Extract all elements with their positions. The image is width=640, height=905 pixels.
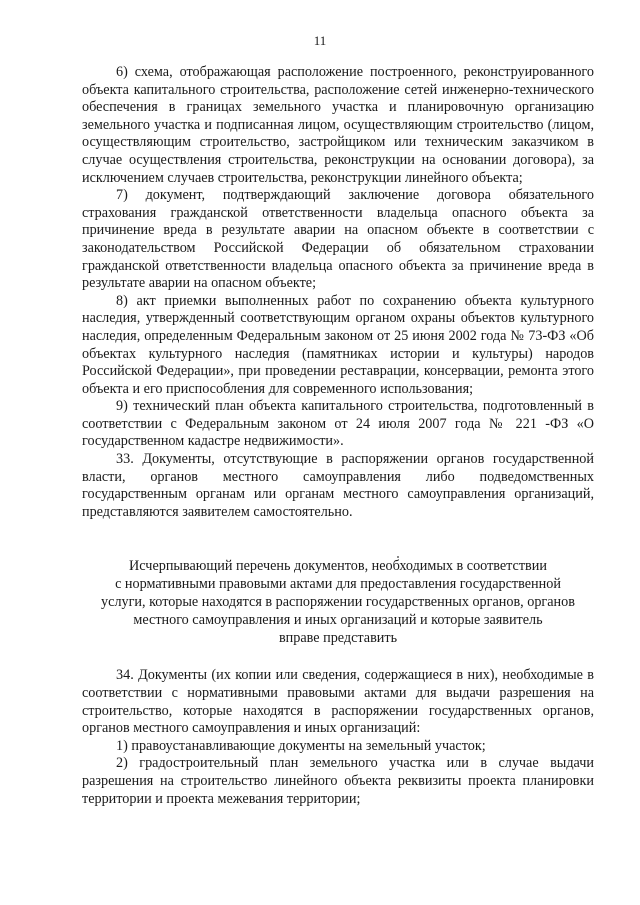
paragraph-item-6: 6) схема, отображающая расположение построенного, реконструированного объекта капитального строительства, расположение сетей инженерно-технического обеспечения в границах земельного участка и планировочную организацию земельного участка и подписанная лицом, осуществляющим строительство (лицом, осуществляющим строительство, застройщиком или техническим заказчиком в случае осуществления строительства, реконструкции на основании договора), за исключением случаев строительства, реконструкции линейного объекта; [82, 64, 594, 186]
paragraph-34-item-2: 2) градостроительный план земельного участка или в случае выдачи разрешения на строительство линейного объекта реквизиты проекта планировки территории и проекта межевания территории; [82, 755, 594, 807]
heading-line: Исчерпывающий перечень документов, необходимых в соответствии [129, 558, 547, 575]
page-number: 11 [313, 33, 327, 48]
heading-line: услуги, которые находятся в распоряжении государственных органов, органов [101, 594, 575, 611]
section-heading [82, 557, 594, 647]
document-body [82, 64, 594, 808]
paragraph-33: 33. Документы, отсутствующие в распоряжении органов государственной власти, органов местного самоуправления либо подведомственных государственным органам или органам местного самоуправления организаций, представляются заявителем самостоятельно. [82, 451, 594, 520]
paragraph-item-8: 8) акт приемки выполненных работ по сохранению объекта культурного наследия, утвержденный соответствующим органом охраны объектов культурного наследия, определенным Федеральным законом от 25 июня 2002 года № 73-ФЗ «Об объектах культурного наследия (памятниках истории и культуры) народов Российской Федерации», при проведении реставрации, консервации, ремонта этого объекта и его приспособления для современного использования; [82, 292, 594, 397]
heading-line: с нормативными правовыми актами для предоставления государственной [115, 576, 561, 593]
paragraph-34-item-1: 1) правоустанавливающие документы на земельный участок; [116, 737, 486, 754]
paragraph-item-7: 7) документ, подтверждающий заключение договора обязательного страхования гражданской ответственности владельца опасного объекта за причинение вреда в результате аварии на опасном объекте в соответствии с законодательством Российской Федерации об обязательном страховании гражданской ответственности владельца опасного объекта за причинение вреда в результате аварии на опасном объекте; [82, 187, 594, 292]
heading-line: местного самоуправления и иных организаций и которые заявитель [133, 612, 543, 629]
paragraph-34: 34. Документы (их копии или сведения, содержащиеся в них), необходимые в соответствии с нормативными правовыми актами для выдачи разрешения на строительство, которые находятся в распоряжении государственных органов, органов местного самоуправления и иных организаций: [82, 667, 594, 737]
heading-line: вправе представить [278, 630, 398, 647]
paragraph-item-9: 9) технический план объекта капитального строительства, подготовленный в соответствии с Федеральным законом от 24 июля 2007 года № 221 -ФЗ «О государственном кадастре недвижимости». [82, 398, 594, 450]
scan-speck [397, 556, 399, 558]
